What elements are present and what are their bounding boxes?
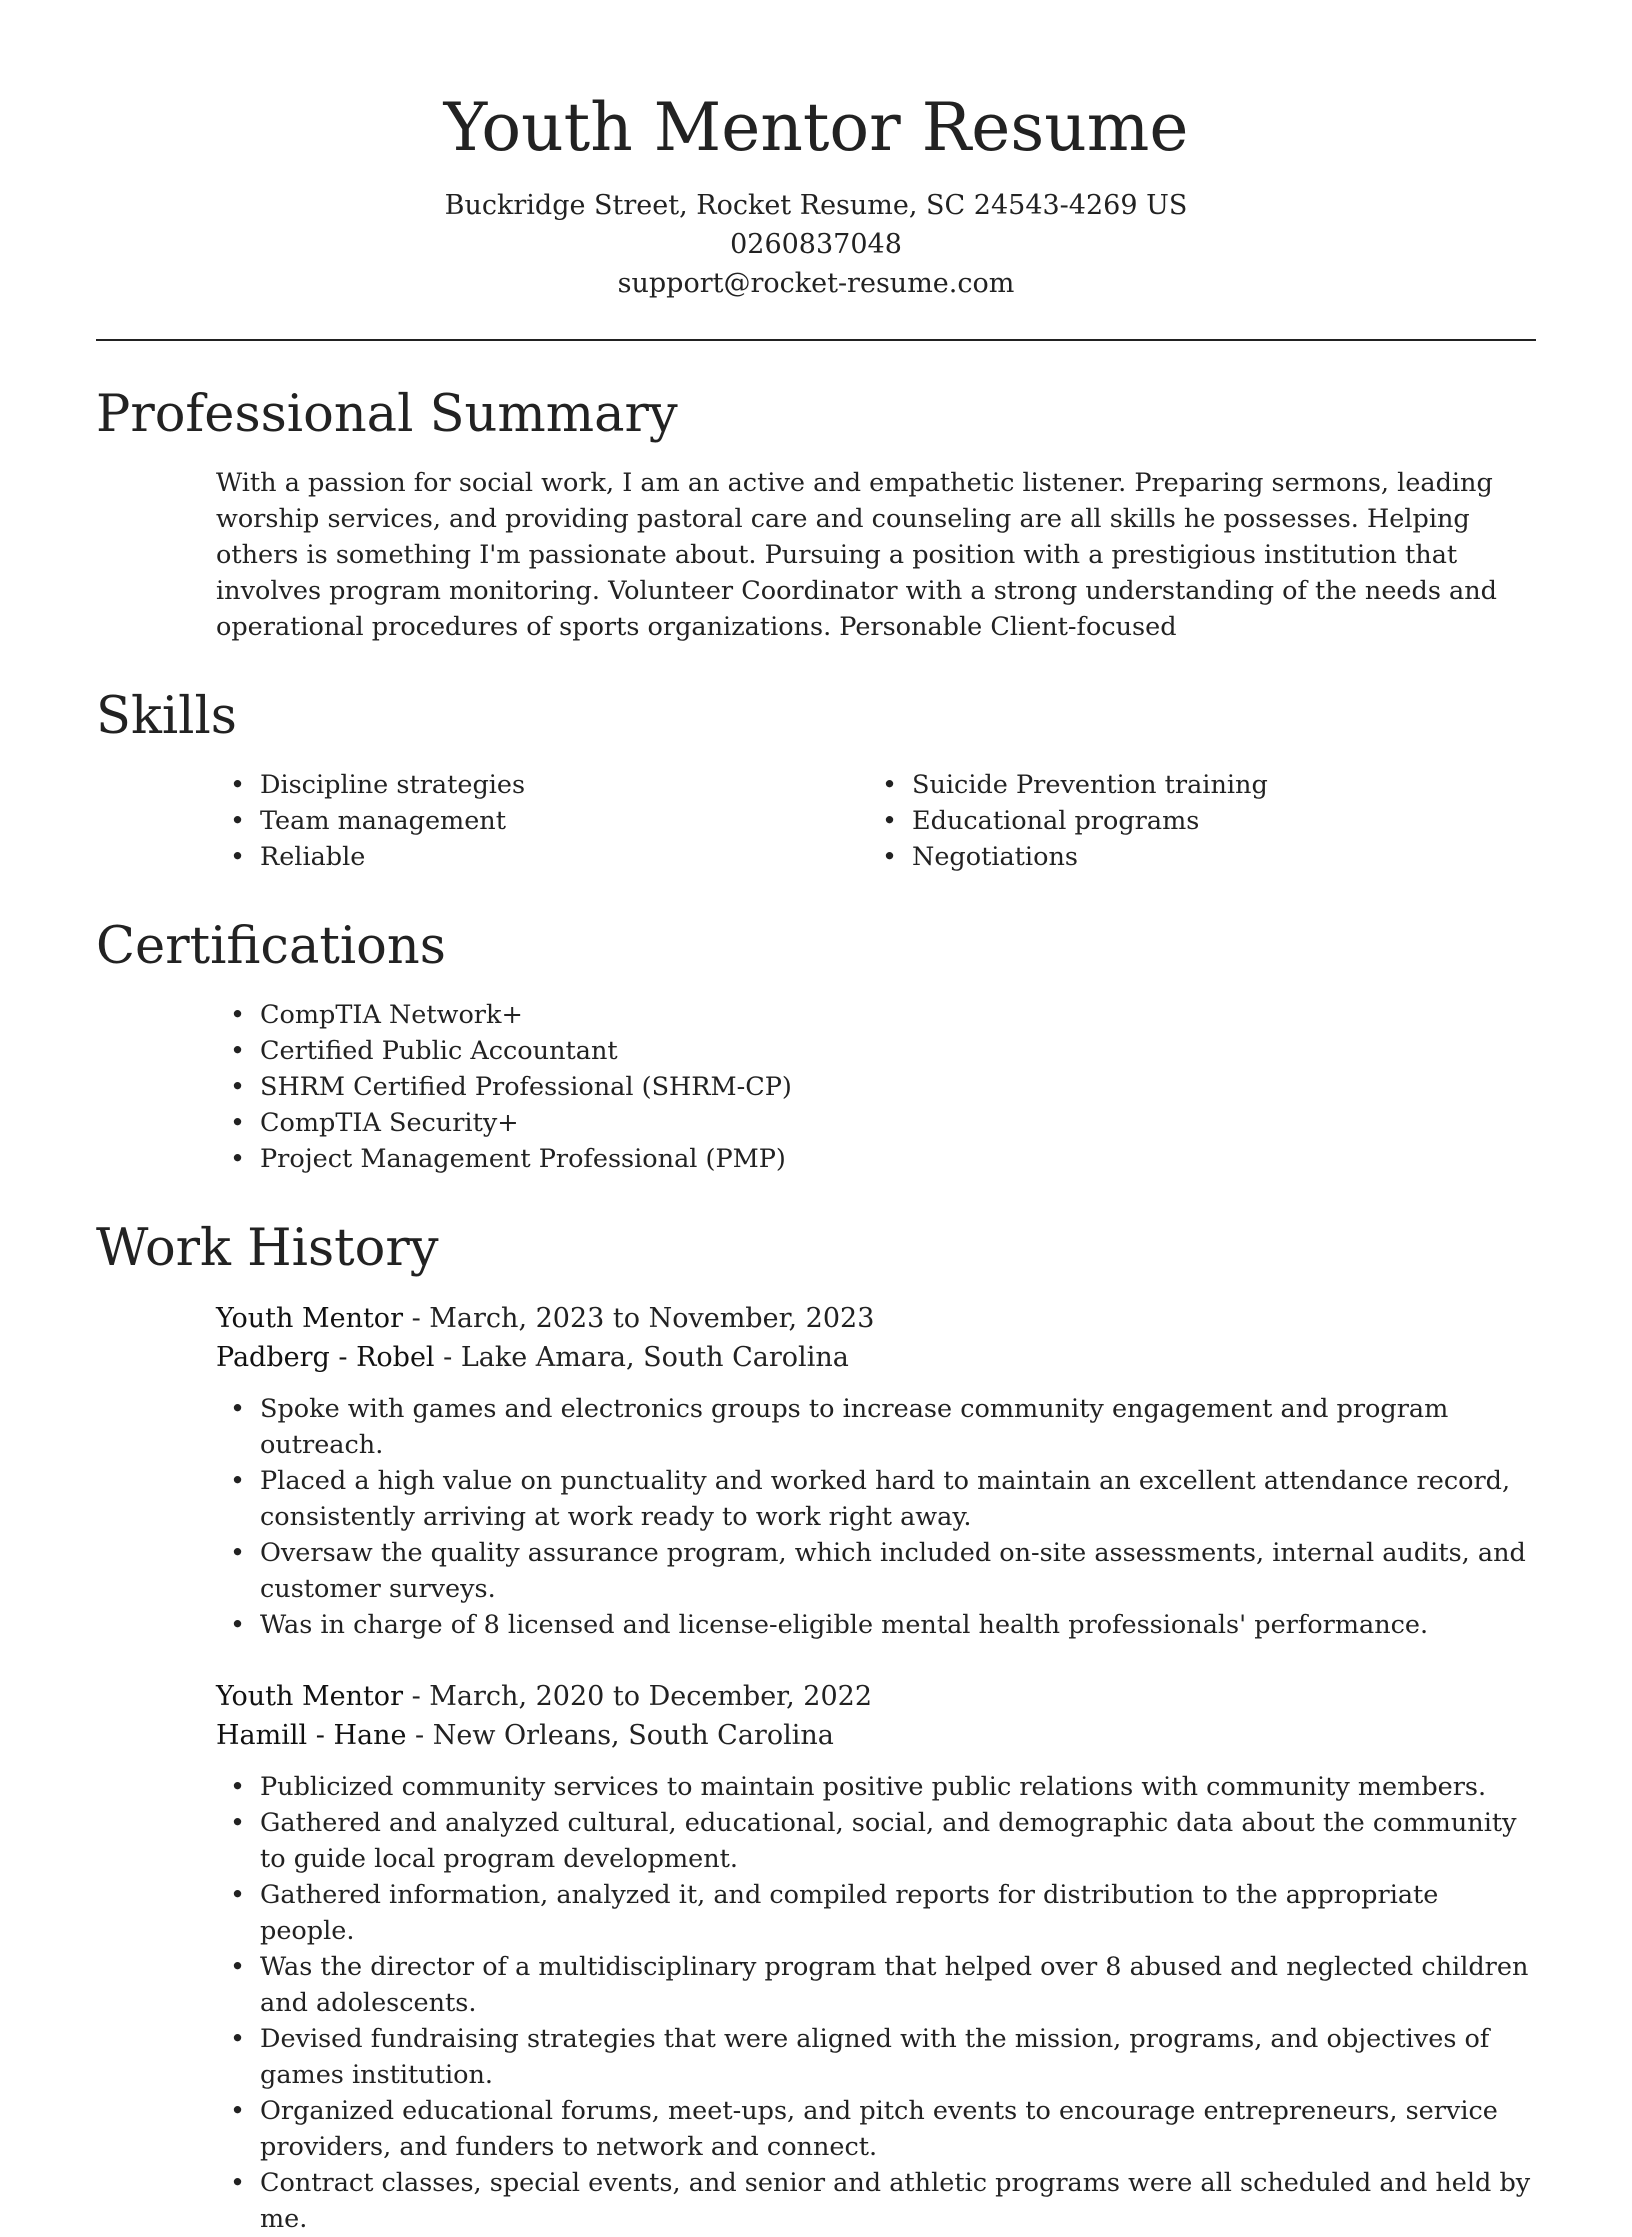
job-location: Lake Amara, South Carolina: [460, 1342, 849, 1373]
skills-columns: [216, 767, 1536, 875]
certifications-list: [216, 997, 1536, 1177]
contact-phone: 0260837048: [730, 229, 902, 260]
job-bullet: • Gathered information, analyzed it, and compiled reports for distribution to the appropriate people.: [216, 1877, 1536, 1949]
job-entry: [216, 1299, 1536, 1643]
job-bullet: • Gathered and analyzed cultural, educational, social, and demographic data about the community to guide local program development.: [216, 1805, 1536, 1877]
certification-item: • CompTIA Network+: [216, 997, 1536, 1033]
certification-item: • SHRM Certified Professional (SHRM-CP): [216, 1069, 1536, 1105]
certification-item: • Project Management Professional (PMP): [216, 1141, 1536, 1177]
job-bullet: • Contract classes, special events, and senior and athletic programs were all scheduled and held by me.: [216, 2165, 1536, 2237]
skill-item: • Negotiations: [868, 839, 1520, 875]
skills-section: [96, 685, 1536, 875]
job-dates: March, 2020 to December, 2022: [429, 1681, 872, 1712]
contact-block: [96, 186, 1536, 303]
job-title-line: Youth Mentor - March, 2020 to December, 2022: [216, 1681, 872, 1712]
skill-item: • Educational programs: [868, 803, 1520, 839]
job-company: Padberg - Robel: [216, 1342, 435, 1373]
resume-header: [96, 0, 1536, 303]
job-bullet: • Devised fundraising strategies that were aligned with the mission, programs, and objectives of games institution.: [216, 2021, 1536, 2093]
resume-title: Youth Mentor Resume: [443, 89, 1189, 166]
job-bullet: • Oversaw the quality assurance program, which included on-site assessments, internal audits, and customer surveys.: [216, 1535, 1536, 1607]
skill-item: • Discipline strategies: [216, 767, 868, 803]
job-bullets: [216, 1769, 1536, 2237]
summary-text: With a passion for social work, I am an active and empathetic listener. Preparing sermons, leading worship services, and providing pastoral care and counseling are all skills he possesses. Helping others is something I'm passionate about. Pursuing a position with a prestigious institution that involves program monitoring. Volunteer Coordinator with a strong understanding of the needs and operational procedures of sports organizations. Personable Client-focused: [216, 468, 1497, 642]
job-company-line: Hamill - Hane - New Orleans, South Carolina: [216, 1720, 834, 1751]
job-location: New Orleans, South Carolina: [432, 1720, 834, 1751]
skills-list-left: [216, 767, 868, 875]
job-entry: [216, 1677, 1536, 2237]
skill-item: • Suicide Prevention training: [868, 767, 1520, 803]
summary-heading: Professional Summary: [96, 385, 678, 444]
job-dates: March, 2023 to November, 2023: [429, 1303, 875, 1334]
skill-item: • Team management: [216, 803, 868, 839]
certifications-heading: Certifications: [96, 917, 446, 976]
job-title-line: Youth Mentor - March, 2023 to November, 2023: [216, 1303, 875, 1334]
skills-list-right: [868, 767, 1520, 875]
certifications-section: [96, 915, 1536, 1177]
job-bullet: • Organized educational forums, meet-ups, and pitch events to encourage entrepreneurs, service providers, and funders to network and connect.: [216, 2093, 1536, 2165]
job-bullet: • Spoke with games and electronics groups to increase community engagement and program outreach.: [216, 1391, 1536, 1463]
job-title: Youth Mentor: [216, 1681, 403, 1712]
job-company-line: Padberg - Robel - Lake Amara, South Carolina: [216, 1342, 849, 1373]
job-bullet: • Placed a high value on punctuality and worked hard to maintain an excellent attendance record, consistently arriving at work ready to work right away.: [216, 1463, 1536, 1535]
work-history-section: [96, 1217, 1536, 2237]
skill-item: • Reliable: [216, 839, 868, 875]
summary-section: [96, 383, 1536, 645]
skills-heading: Skills: [96, 687, 237, 746]
header-divider: [96, 339, 1536, 341]
job-bullet: • Publicized community services to maintain positive public relations with community members.: [216, 1769, 1536, 1805]
job-title: Youth Mentor: [216, 1303, 403, 1334]
job-bullets: [216, 1391, 1536, 1643]
job-bullet: • Was in charge of 8 licensed and license-eligible mental health professionals' performance.: [216, 1607, 1536, 1643]
certification-item: • CompTIA Security+: [216, 1105, 1536, 1141]
contact-email: support@rocket-resume.com: [617, 268, 1015, 299]
contact-address: Buckridge Street, Rocket Resume, SC 24543-4269 US: [444, 190, 1188, 221]
certification-item: • Certified Public Accountant: [216, 1033, 1536, 1069]
job-bullet: • Was the director of a multidisciplinary program that helped over 8 abused and neglected children and adolescents.: [216, 1949, 1536, 2021]
work-history-heading: Work History: [96, 1219, 439, 1278]
job-company: Hamill - Hane: [216, 1720, 407, 1751]
